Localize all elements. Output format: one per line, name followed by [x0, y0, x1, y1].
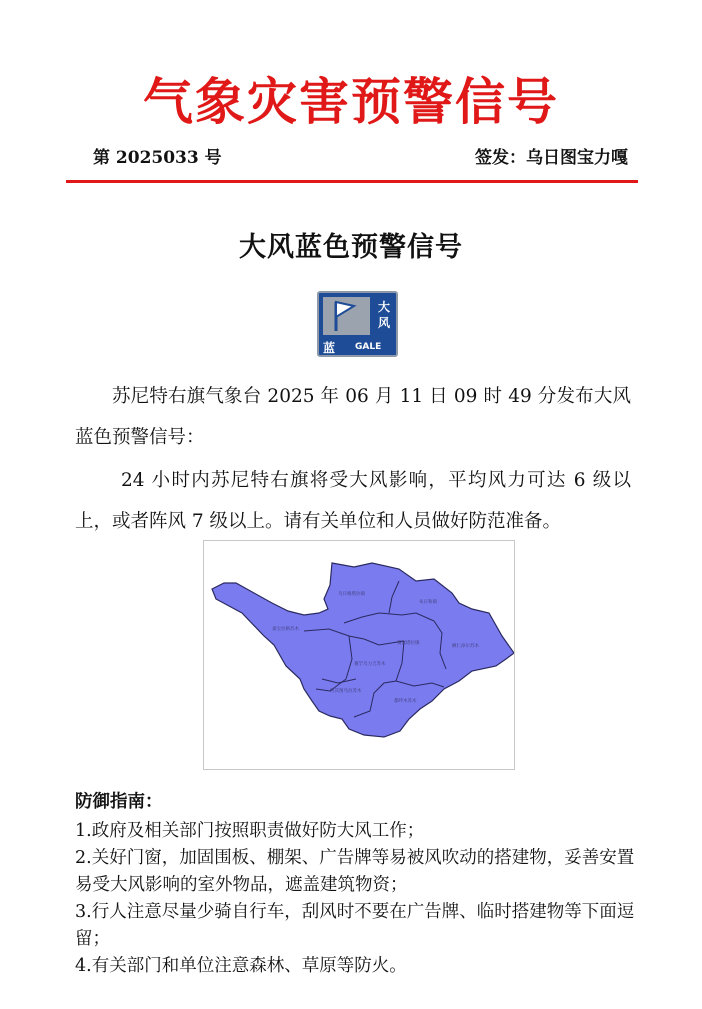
county-area: [212, 563, 514, 737]
icon-char-column: [375, 299, 393, 331]
icon-gale-label: GALE: [355, 342, 382, 352]
map-label: 朱日和镇: [419, 600, 437, 605]
map-label: 赛罕乌力吉苏木: [354, 662, 386, 667]
issue-paragraph: 苏尼特右旗气象台 2025 年 06 月 11 日 09 时 49 分发布大风蓝色预警信号：: [75, 386, 631, 448]
map-label: 桑宝拉格苏木: [272, 627, 299, 632]
region-map: [203, 540, 515, 770]
meta-row: [93, 143, 628, 168]
red-divider: [66, 180, 638, 183]
guide-item: 3.行人注意尽量少骑自行车，刮风时不要在广告牌、临时搭建物等下面逗留；: [75, 902, 635, 949]
wind-flag-icon: [323, 297, 370, 335]
map-label: 阿其图乌拉苏木: [330, 689, 362, 694]
document-number: 第 2025033 号: [93, 148, 222, 168]
icon-char-feng: 风: [377, 316, 390, 330]
forecast-paragraph: 24 小时内苏尼特右旗将受大风影响，平均风力可达 6 级以上，或者阵风 7 级以上。请有关单位和人员做好防范准备。: [75, 470, 631, 532]
guide-list: [75, 818, 635, 980]
map-label: 赛汉塔拉镇: [397, 641, 420, 646]
issuer: 签发：乌日图宝力嘎: [475, 148, 628, 168]
icon-char-da: 大: [377, 300, 390, 314]
gale-blue-warning-icon: [317, 291, 398, 357]
map-label: 额仁淖尔苏木: [452, 644, 479, 649]
signal-title: 大风蓝色预警信号: [239, 232, 463, 263]
map-label: 乌日根塔拉镇: [338, 592, 365, 597]
document-title: 气象灾害预警信号: [143, 73, 559, 131]
guide-item: 4.有关部门和单位注意森林、草原等防火。: [75, 956, 407, 976]
map-label: 都呼木苏木: [394, 699, 417, 704]
icon-color-char: 蓝: [323, 341, 336, 355]
guide-heading: 防御指南：: [75, 792, 163, 812]
guide-item: 2.关好门窗，加固围板、棚架、广告牌等易被风吹动的搭建物，妥善安置易受大风影响的室外物品，遮盖建筑物资；: [75, 848, 635, 895]
guide-item: 1.政府及相关部门按照职责做好防大风工作；: [75, 821, 425, 841]
